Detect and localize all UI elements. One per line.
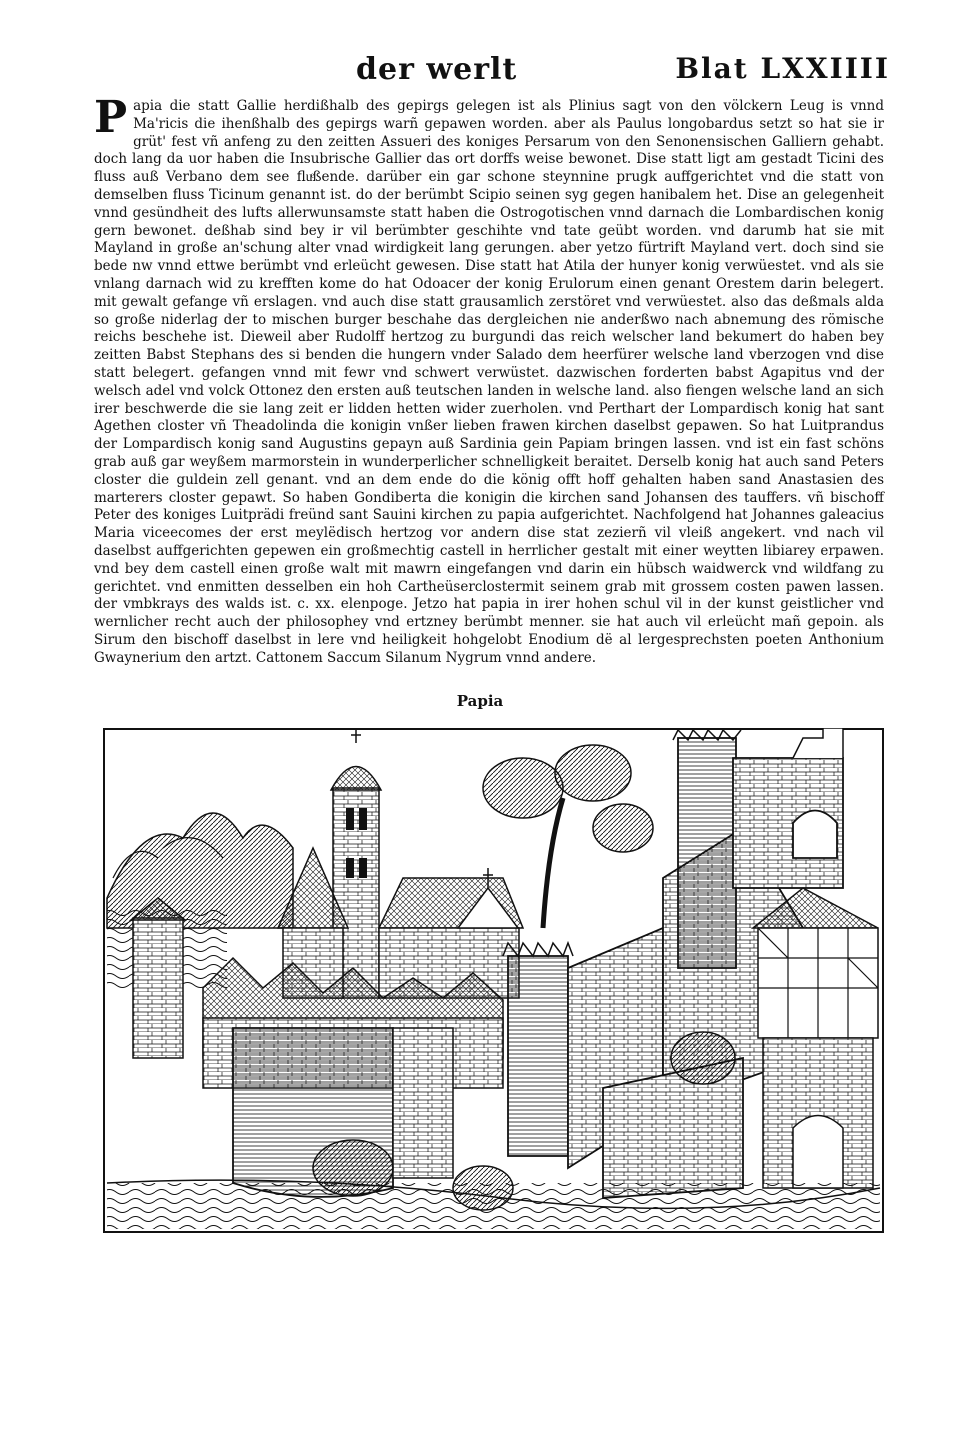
drop-cap-initial: P (94, 92, 128, 143)
central-tower (503, 943, 573, 1156)
woodcut-drawing (103, 728, 884, 1233)
city-woodcut-illustration (103, 728, 884, 1233)
illustration-caption: Papia (456, 692, 504, 710)
running-head (96, 52, 890, 92)
article-text-block (94, 92, 884, 668)
folio-number: Blat LXXIIII (675, 52, 890, 85)
castle-keep (673, 730, 741, 968)
river-foreground (107, 1183, 880, 1229)
article-body: apia die statt Gallie herdißhalb des gepirgs gelegen ist als Plinius sagt von den völckern Leug is vnnd Ma'ricis die ihenßhalb des gepirgs warñ gepawen worden. aber als Paulus longobardus setzt so hat sie ir grüt' fest vñ anfeng zu den zeitten Assueri des koniges Persarum von den Senonensischen Galliern gehabt. doch lang da uor haben die Insubrische Gallier das ort dorffs weise bewonet. Dise statt ligt am gestadt Ticini des fluss auß Verbano dem see fluͤßende. darüber ein gar schone steynnine prugk auffgerichtet vnd die statt von demselben fluss Ticinum genannt ist. do der berümbt Scipio seinen syg gegen hanibalem het. Dise an gelegenheit vnnd gesündheit des lufts allerwunsamste statt haben die Ostrogotischen vnnd darnach die Lombardischen konig gern bewonet. deßhab sind bey ir vil berümbter geschihte vnd tate geübt worden. vnd darumb hat sie mit Mayland in große an'schung alter vnad wirdigkeit lang gerungen. aber yetzo fürtrift Mayland vert. doch sind sie bede nw vnnd ettwe berümbt vnd erleücht gewesen. Dise statt hat Atila der hunyer konig verwüestet. vnd als sie vnlang darnach wid zu krefften kome do hat Odoacer der konig Erulorum einen genant Orestem darin belegert. mit gewalt gefange vñ erslagen. vnd auch dise statt grausamlich zerstöret vnd verwüestet. also das deßmals alda so große niderlag der to mischen burger beschahe das dergleichen nie anderßwo nach abnemung des römische reichs beschehe ist. Dieweil aber Rudolff hertzog zu burgundi das reich welscher land bekumert do haben bey zeitten Babst Stephans des si benden die hungern vnder Salado dem heerfürer welsche land vberzogen vnd dise statt belegert. gefangen vnnd mit fewr vnd schwert verwüstet. dazwischen forderten babst Agapitus vnd der welsch adel vnd volck Ottonez den ersten auß teutschen landen in welsche land. also fiengen welsche land an sich irer beschwerde die sie lang zeit er lidden hetten wider zuerholen. vnd Perthart der Lompardisch konig hat sant Agethen closter vñ Theadolinda die konigin vnßer lieben frawen kirchen daselbst gepawen. So hat Luitprandus der Lompardisch konig sand Augustins gepayn auß Sardinia gein Papiam bringen lassen. vnd ist ein fast schöns grab auß gar weyßem marmorstein in wunderperlicher schnelligkeit beraitet. Derselb konig hat auch sand Peters closter die guldein zell genant. vnd an dem ende do die könig offt hoff gehalten haben sand Anastasien des marterers closter gepawt. So haben Gondiberta die konigin die kirchen sand Johansen des tauffers. vñ bischoff Peter des koniges Luitprädi freünd sant Sauini kirchen zu papia aufgerichtet. Nachfolgend hat Johannes galeacius Maria viceecomes der erst meylëdisch hertzog vor andern dise stat zezierñ vil vleiß angekert. vnd nach vil daselbst auffgerichten gepewen ein großmechtig castell in herrlicher gestalt mit einer weytten libiarey erpawen. vnd bey dem castell einen große walt mit mawrn eingefangen vnd darin ein hübsch waidwerck vnd wildfang zu gerichtet. vnd enmitten desselben ein hoh Cartheüserclostermit seinem grab mit grossem costen pawen lassen. der vmbkrays des walds ist. c. xx. elenpoge. Jetzo hat papia in irer hohen schul vil in der kunst geistlicher vnd wernlicher recht auch der philosophey vnd ertzney berümbt menner. sie hat auch vil erleücht mañ gepoin. als Sirum den bischoff daselbst in lere vnd heiligkeit hohgelobt Enodium dë al lergesprechsten poeten Anthonium Gwaynerium den artzt. Cattonem Saccum Silanum Nygrum vnnd andere. (94, 98, 884, 666)
page-header-title: der werlt (356, 52, 518, 87)
